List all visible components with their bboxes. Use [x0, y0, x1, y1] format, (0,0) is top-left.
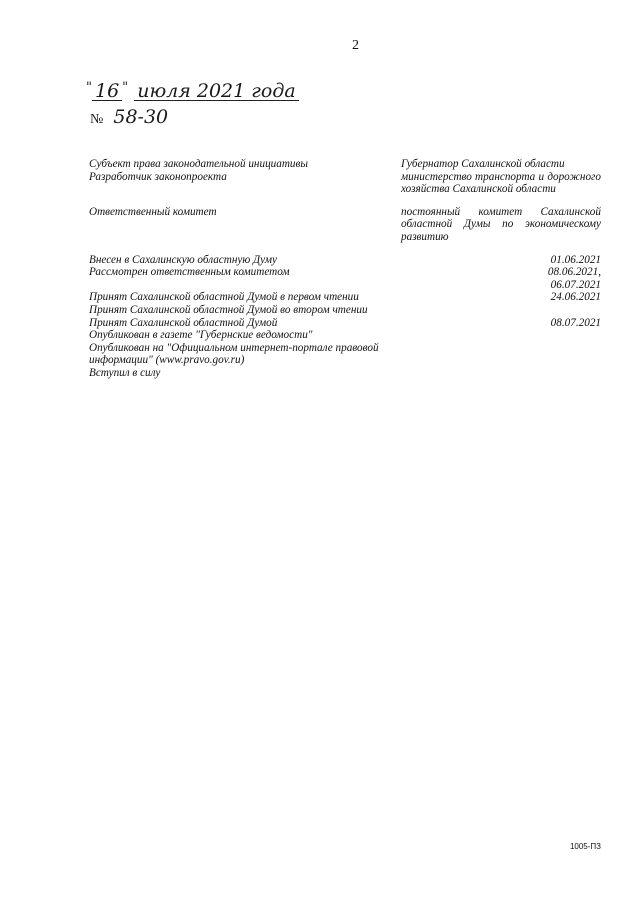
handwritten-number [90, 106, 168, 128]
handwritten-date [86, 80, 299, 102]
submitted-row [89, 254, 601, 267]
reviewed-values [401, 266, 601, 291]
date-day: 16 [92, 82, 122, 101]
submitted-value: 01.06.2021 [550, 253, 601, 266]
reviewed-value-2: 06.07.2021 [550, 278, 601, 291]
adopted-label: Принят Сахалинской областной Думой [89, 316, 278, 329]
committee-label: Ответственный комитет [89, 205, 217, 218]
document-details [89, 158, 601, 380]
date-month-year: июля 2021 года [134, 82, 299, 101]
reviewed-row [89, 266, 601, 291]
adopted-row [89, 317, 601, 330]
portal-label: Опубликован на "Официальном интернет-портале правовой информации" (www.pravo.gov.ru) [89, 341, 379, 367]
gazette-label: Опубликован в газете "Губернские ведомости" [89, 329, 313, 342]
first-reading-label: Принят Сахалинской областной Думой в первом чтении [89, 291, 359, 304]
subject-label: Субъект права законодательной инициативы [89, 158, 308, 170]
first-reading-value: 24.06.2021 [550, 291, 601, 304]
number-value: 58-30 [113, 106, 169, 128]
reviewed-label: Рассмотрен ответственным комитетом [89, 266, 290, 279]
second-reading-row [89, 304, 601, 317]
subject-row [89, 158, 601, 171]
page-number: 2 [352, 38, 359, 53]
in-force-label: Вступил в силу [89, 366, 161, 379]
committee-row [89, 206, 601, 244]
reviewed-value-1: 08.06.2021, [547, 266, 601, 279]
adopted-value: 08.07.2021 [550, 316, 601, 329]
number-sign: № [90, 112, 104, 127]
open-quote: " [86, 80, 92, 95]
committee-value: постоянный комитет Сахалинской областной Думы по экономическому развитию [401, 205, 601, 243]
developer-row [89, 171, 601, 196]
portal-row [89, 342, 601, 367]
first-reading-row [89, 291, 601, 304]
submitted-label: Внесен в Сахалинскую областную Думу [89, 253, 277, 266]
gazette-row [89, 329, 601, 342]
subject-value: Губернатор Сахалинской области [401, 158, 565, 170]
second-reading-label: Принят Сахалинской областной Думой во втором чтении [89, 303, 368, 316]
close-quote: " [122, 80, 129, 95]
second-reading-value [401, 304, 601, 317]
developer-value: министерство транспорта и дорожного хозяйства Сахалинской области [401, 170, 601, 196]
document-code: 1005-ПЗ [569, 842, 601, 851]
in-force-row [89, 367, 601, 380]
developer-label: Разработчик законопроекта [89, 170, 227, 183]
